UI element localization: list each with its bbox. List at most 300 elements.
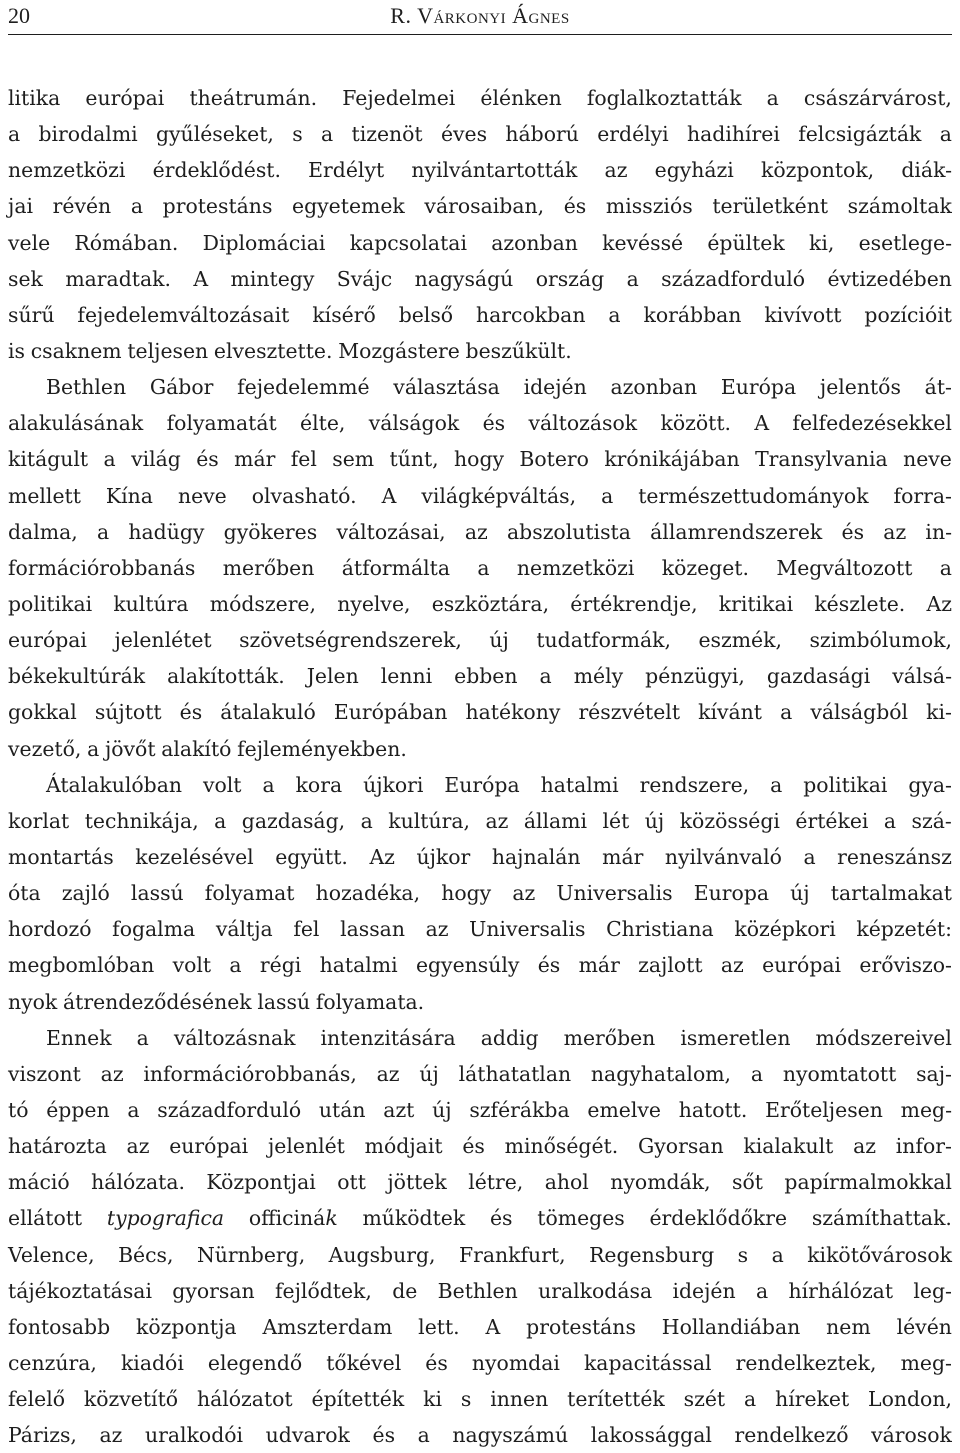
- text-line: [8, 1056, 952, 1092]
- word: élte,: [300, 411, 346, 436]
- word: Diplomáciai: [202, 230, 326, 255]
- word: a: [321, 122, 334, 147]
- word: kevéssé: [602, 230, 684, 255]
- word: között.: [660, 411, 731, 436]
- word: neve: [903, 447, 952, 472]
- word: a: [608, 302, 621, 327]
- word: változásnak: [173, 1025, 296, 1050]
- word: ország: [535, 266, 605, 291]
- word: Europa: [693, 881, 770, 906]
- text-line: [8, 297, 952, 333]
- word: háború: [505, 122, 579, 147]
- word: nemzetközi: [8, 158, 126, 183]
- word: szövetségrendszerek,: [239, 628, 462, 653]
- word: protestáns: [162, 194, 273, 219]
- word: mintegy: [230, 266, 315, 291]
- word: sőt: [732, 1170, 763, 1195]
- word: is: [8, 338, 25, 363]
- word: máció: [8, 1170, 70, 1195]
- word: alakító: [161, 736, 232, 761]
- word: a: [477, 555, 490, 580]
- word: révén: [52, 194, 112, 219]
- word: a: [96, 519, 110, 544]
- text-line: [8, 1237, 952, 1273]
- word: és: [462, 1134, 485, 1159]
- word: Frankfurt,: [458, 1242, 566, 1267]
- word: nemzetközi: [516, 555, 635, 580]
- word: kezelésével: [135, 844, 254, 869]
- word: szimbólumok,: [809, 628, 952, 653]
- word: sújtott: [94, 700, 162, 725]
- word: lassú: [257, 989, 311, 1014]
- word: a: [750, 1061, 764, 1086]
- word: csaknem: [30, 338, 122, 363]
- word: erdélyi: [597, 122, 669, 147]
- word: a: [127, 1097, 140, 1122]
- word: hadügy: [128, 519, 205, 544]
- word: lett.: [418, 1314, 460, 1339]
- word: hálózatot: [196, 1387, 293, 1412]
- word: szá-: [911, 808, 952, 833]
- word: városaiban,: [424, 194, 545, 219]
- word: európai: [85, 86, 165, 110]
- word: fel: [293, 917, 320, 942]
- word: átrendeződésének: [63, 989, 252, 1014]
- word: a: [103, 447, 116, 472]
- word: a: [744, 1387, 757, 1412]
- word: de: [392, 1278, 418, 1303]
- word: módszereivel: [815, 1025, 952, 1050]
- word: érdeklődést.: [152, 158, 281, 183]
- word: lassú: [130, 881, 184, 906]
- word: hatalmi: [540, 772, 619, 797]
- word: zajló: [61, 881, 110, 906]
- word: London,: [868, 1387, 952, 1412]
- word: kikötővárosok: [807, 1242, 952, 1267]
- word: a: [766, 86, 779, 110]
- word: tőkével: [326, 1350, 402, 1375]
- text-line: [8, 911, 952, 947]
- text-line: [8, 550, 952, 586]
- word: a: [803, 844, 816, 869]
- word: alakították.: [167, 664, 285, 689]
- word: századforduló: [157, 1097, 302, 1122]
- word: kiadói: [120, 1350, 184, 1375]
- word: nyomdai: [471, 1350, 560, 1375]
- word: a: [360, 808, 373, 833]
- word: Átalakulóban: [46, 772, 183, 797]
- word: a: [770, 772, 783, 797]
- word: jelentős: [819, 375, 901, 400]
- word: ott: [337, 1170, 366, 1195]
- word: közösségi: [679, 808, 780, 833]
- word: A: [485, 1314, 501, 1339]
- word: hajnalán: [491, 844, 581, 869]
- word: gazdasági: [766, 664, 871, 689]
- word: uralkodása: [538, 1278, 653, 1303]
- word: válságok: [368, 411, 460, 436]
- word: újkor: [416, 844, 471, 869]
- word: módjait: [364, 1134, 443, 1159]
- word: folyamatát: [166, 411, 277, 436]
- word: Rómában.: [74, 230, 179, 255]
- word: közeget.: [661, 555, 749, 580]
- word: egyházi: [654, 158, 734, 183]
- word: elegendő: [207, 1350, 303, 1375]
- word: hordozó: [8, 917, 92, 942]
- word: az: [126, 1134, 150, 1159]
- word: Erőteljesen: [765, 1097, 883, 1122]
- word: régi: [259, 953, 302, 978]
- word: sek: [8, 266, 43, 291]
- word: Amszterdam: [262, 1314, 393, 1339]
- text-line: [8, 694, 952, 730]
- word: át-: [924, 375, 952, 400]
- word: rendelkező: [734, 1423, 849, 1448]
- word: Universalis: [556, 881, 673, 906]
- word: váltja: [215, 917, 273, 942]
- word: képzetét:: [856, 917, 952, 942]
- word: Universalis: [469, 917, 586, 942]
- word: rendszere,: [639, 772, 750, 797]
- word: változások: [528, 411, 638, 436]
- word: területként: [712, 194, 829, 219]
- word: működtek: [362, 1206, 466, 1231]
- word: a: [755, 1278, 769, 1303]
- word: hogy: [441, 881, 492, 906]
- word: zajlott: [638, 953, 703, 978]
- word: esetlege-: [858, 230, 952, 255]
- word: hírhálózat: [788, 1278, 894, 1303]
- word: változásai,: [336, 519, 446, 544]
- word: a: [539, 664, 552, 689]
- word: terítették: [567, 1387, 665, 1412]
- word: politikai: [8, 591, 93, 616]
- word: az: [512, 881, 536, 906]
- word: leg-: [913, 1278, 952, 1303]
- word: politikai: [803, 772, 888, 797]
- word: tó: [8, 1097, 29, 1122]
- word: Ennek: [46, 1025, 112, 1050]
- word: beszűkült.: [465, 338, 572, 363]
- word: ellátott: [8, 1206, 83, 1231]
- word: rendelkeztek,: [735, 1350, 877, 1375]
- word: diák-: [901, 158, 952, 183]
- word: merőben: [563, 1025, 656, 1050]
- word: lakossággal: [590, 1423, 712, 1448]
- word: egyensúly: [415, 953, 520, 978]
- word: mély: [573, 664, 624, 689]
- word: után: [318, 1097, 366, 1122]
- word: fontosabb: [8, 1314, 111, 1339]
- word: válságból: [810, 700, 909, 725]
- word: s: [737, 1242, 749, 1267]
- word: krónikájában: [604, 447, 740, 472]
- word: ki-: [926, 700, 952, 725]
- word: A: [381, 483, 397, 508]
- word: és: [537, 953, 561, 978]
- word: teljesen: [127, 338, 209, 363]
- word: Európa: [444, 772, 520, 797]
- word: eszmék,: [698, 628, 782, 653]
- word: számoltak: [847, 194, 952, 219]
- word: alakulásának: [8, 411, 144, 436]
- word: merőben: [222, 555, 315, 580]
- text-line: [8, 731, 952, 767]
- word: felfedezésekkel: [792, 411, 952, 436]
- word: Bécs,: [118, 1242, 174, 1267]
- word: ebben: [454, 664, 518, 689]
- word: jöttek: [387, 1170, 447, 1195]
- word: s: [292, 122, 303, 147]
- word: az: [464, 519, 488, 544]
- word: erőviszo-: [859, 953, 952, 978]
- word: Az: [369, 844, 395, 869]
- word: az: [883, 519, 907, 544]
- word: nyomtatott: [782, 1061, 897, 1086]
- word: új: [790, 881, 810, 906]
- word: Gábor: [149, 375, 214, 400]
- word: az: [100, 1061, 124, 1086]
- word: infor-: [895, 1134, 952, 1159]
- word: új: [644, 808, 665, 833]
- word: létre,: [468, 1170, 524, 1195]
- word: addig: [480, 1025, 539, 1050]
- word: átformálta: [341, 555, 451, 580]
- word: az: [720, 953, 744, 978]
- word: idején: [523, 375, 587, 400]
- word: új: [419, 1061, 439, 1086]
- word: a: [939, 122, 952, 147]
- word: kultúra: [113, 591, 189, 616]
- word: Erdélyt: [308, 158, 385, 183]
- word: volt: [172, 953, 212, 978]
- text-line: [8, 803, 952, 839]
- text-line: [8, 1417, 952, 1453]
- word: protestáns: [526, 1314, 636, 1339]
- text-line: [8, 188, 952, 224]
- word: abszolutista: [507, 519, 631, 544]
- word: hatékony: [465, 700, 561, 725]
- word: válsá-: [892, 664, 952, 689]
- word: fogalma: [112, 917, 196, 942]
- word: hogy: [454, 447, 505, 472]
- word: maradtak.: [65, 266, 171, 291]
- word: neve: [177, 483, 227, 508]
- text-line: [8, 658, 952, 694]
- text-line: [8, 116, 952, 152]
- word: módszere,: [209, 591, 316, 616]
- text-line: [8, 152, 952, 188]
- word: és: [563, 194, 587, 219]
- word: in-: [925, 519, 952, 544]
- word: középkori: [734, 917, 836, 942]
- word: nyilvántartották: [411, 158, 578, 183]
- word: államrendszerek: [650, 519, 823, 544]
- word: már: [602, 844, 644, 869]
- text-line: [8, 1128, 952, 1164]
- word: Velence,: [8, 1242, 95, 1267]
- word: tudatformák,: [536, 628, 671, 653]
- word: nem: [826, 1314, 871, 1339]
- word: korábban: [643, 302, 742, 327]
- text-line: [8, 405, 952, 441]
- word: kívánt: [698, 700, 762, 725]
- word: megbomlóban: [8, 953, 155, 978]
- word: pozícióit: [864, 302, 952, 327]
- word: Központjai: [206, 1170, 316, 1195]
- word: együtt.: [275, 844, 348, 869]
- word: tájékoztatásai: [8, 1278, 152, 1303]
- word: papírmalmokkal: [784, 1170, 952, 1195]
- page-number: 20: [8, 3, 30, 28]
- word: már: [234, 447, 276, 472]
- word: tartalmakat: [830, 881, 952, 906]
- word: értékrendje,: [570, 591, 698, 616]
- word: hozadéka,: [315, 881, 421, 906]
- word: és: [372, 1423, 396, 1448]
- word: hatalmi: [319, 953, 398, 978]
- word: elvesztette.: [213, 338, 333, 363]
- word: meg-: [900, 1097, 952, 1122]
- word: korlat: [8, 808, 70, 833]
- text-line: [8, 984, 952, 1020]
- word: ki: [423, 1387, 442, 1412]
- word: fejedelemváltozásait: [77, 302, 290, 327]
- word: Európa: [720, 375, 797, 400]
- word: központja: [136, 1314, 237, 1339]
- word: tizenöt: [351, 122, 423, 147]
- word: s: [460, 1387, 472, 1412]
- word: lassan: [340, 917, 405, 942]
- word: folyamata.: [315, 989, 425, 1014]
- word: Jelen: [306, 664, 359, 689]
- word: kapcsolatai: [349, 230, 467, 255]
- word: nagyhatalom,: [590, 1061, 732, 1086]
- word: Botero: [519, 447, 589, 472]
- word: központok,: [761, 158, 875, 183]
- word: nyok: [8, 989, 58, 1014]
- word: híreket: [775, 1387, 850, 1412]
- word: a: [229, 953, 242, 978]
- word: gazdaság,: [241, 808, 346, 833]
- text-line: [8, 80, 952, 116]
- word: Fejedelmei: [342, 86, 456, 110]
- word: olvasható.: [251, 483, 357, 508]
- word: és: [841, 519, 865, 544]
- word: nyelve,: [337, 591, 411, 616]
- word: a: [780, 700, 793, 725]
- word: forra-: [893, 483, 952, 508]
- word: harcokban: [476, 302, 586, 327]
- word: nagyszámú: [452, 1423, 569, 1448]
- word: a: [626, 266, 639, 291]
- word: kapacitással: [583, 1350, 712, 1375]
- word: Regensburg: [589, 1242, 715, 1267]
- word: fejedelemmé: [237, 375, 370, 400]
- word: számíthattak.: [811, 1206, 952, 1231]
- word: gyökeres: [223, 519, 318, 544]
- word: éves: [440, 122, 488, 147]
- word: reneszánsz: [837, 844, 952, 869]
- word: azt: [383, 1097, 415, 1122]
- word: Nürnberg,: [196, 1242, 306, 1267]
- word: vezető,: [8, 736, 82, 761]
- word: jelenlétet: [114, 628, 212, 653]
- word: ki,: [808, 230, 835, 255]
- word: pénzügyi,: [645, 664, 745, 689]
- word: vele: [8, 230, 51, 255]
- word: fejleményekben.: [237, 736, 407, 761]
- word: Bethlen: [437, 1278, 518, 1303]
- word: sem: [332, 447, 375, 472]
- word: közvetítő: [83, 1387, 179, 1412]
- word: készlete.: [814, 591, 906, 616]
- word: lévén: [896, 1314, 952, 1339]
- word: választása: [393, 375, 500, 400]
- running-head: R. Várkonyi Ágnes: [390, 3, 570, 28]
- word: foglalkoztatták: [586, 86, 742, 110]
- word: éppen: [46, 1097, 110, 1122]
- word: udvarok: [265, 1423, 350, 1448]
- word: saj-: [916, 1061, 952, 1086]
- text-line: [8, 1200, 952, 1236]
- word: újkori: [363, 772, 424, 797]
- word: uralkodói: [145, 1423, 244, 1448]
- word: világ: [131, 447, 181, 472]
- word: felcsigázták: [798, 122, 922, 147]
- word: missziós: [605, 194, 693, 219]
- word: szét: [683, 1387, 726, 1412]
- word: A: [754, 411, 770, 436]
- word: litika: [8, 86, 61, 110]
- word: sűrű: [8, 302, 55, 327]
- word: Kína: [105, 483, 153, 508]
- word: intenzitására: [320, 1025, 456, 1050]
- word: volt: [202, 772, 242, 797]
- word: állami: [523, 808, 588, 833]
- word: dalma,: [8, 519, 78, 544]
- word: századforduló: [661, 266, 806, 291]
- word: hálózata.: [91, 1170, 185, 1195]
- word: birodalmi: [38, 122, 138, 147]
- word: kora: [295, 772, 343, 797]
- word: az: [425, 917, 449, 942]
- word: gyorsan: [172, 1278, 255, 1303]
- word: idején: [672, 1278, 736, 1303]
- word: természettudományok: [638, 483, 869, 508]
- word: átalakuló: [220, 700, 316, 725]
- text-line: [8, 1381, 952, 1417]
- word: fel: [290, 447, 317, 472]
- word: városok: [871, 1423, 952, 1448]
- word: és: [179, 700, 203, 725]
- word: császárvárost,: [803, 86, 952, 110]
- text-line: [8, 947, 952, 983]
- text-line: [8, 514, 952, 550]
- word: a: [8, 122, 21, 147]
- word: építették: [311, 1387, 405, 1412]
- word: tűnt,: [389, 447, 439, 472]
- word: fejlődtek,: [274, 1278, 372, 1303]
- word: Európában: [333, 700, 448, 725]
- word: és: [482, 411, 506, 436]
- word: kitágult: [8, 447, 89, 472]
- word: formációrobbanás: [8, 555, 196, 580]
- text-line: [8, 1164, 952, 1200]
- word: európai: [169, 1134, 249, 1159]
- word: cenzúra,: [8, 1350, 97, 1375]
